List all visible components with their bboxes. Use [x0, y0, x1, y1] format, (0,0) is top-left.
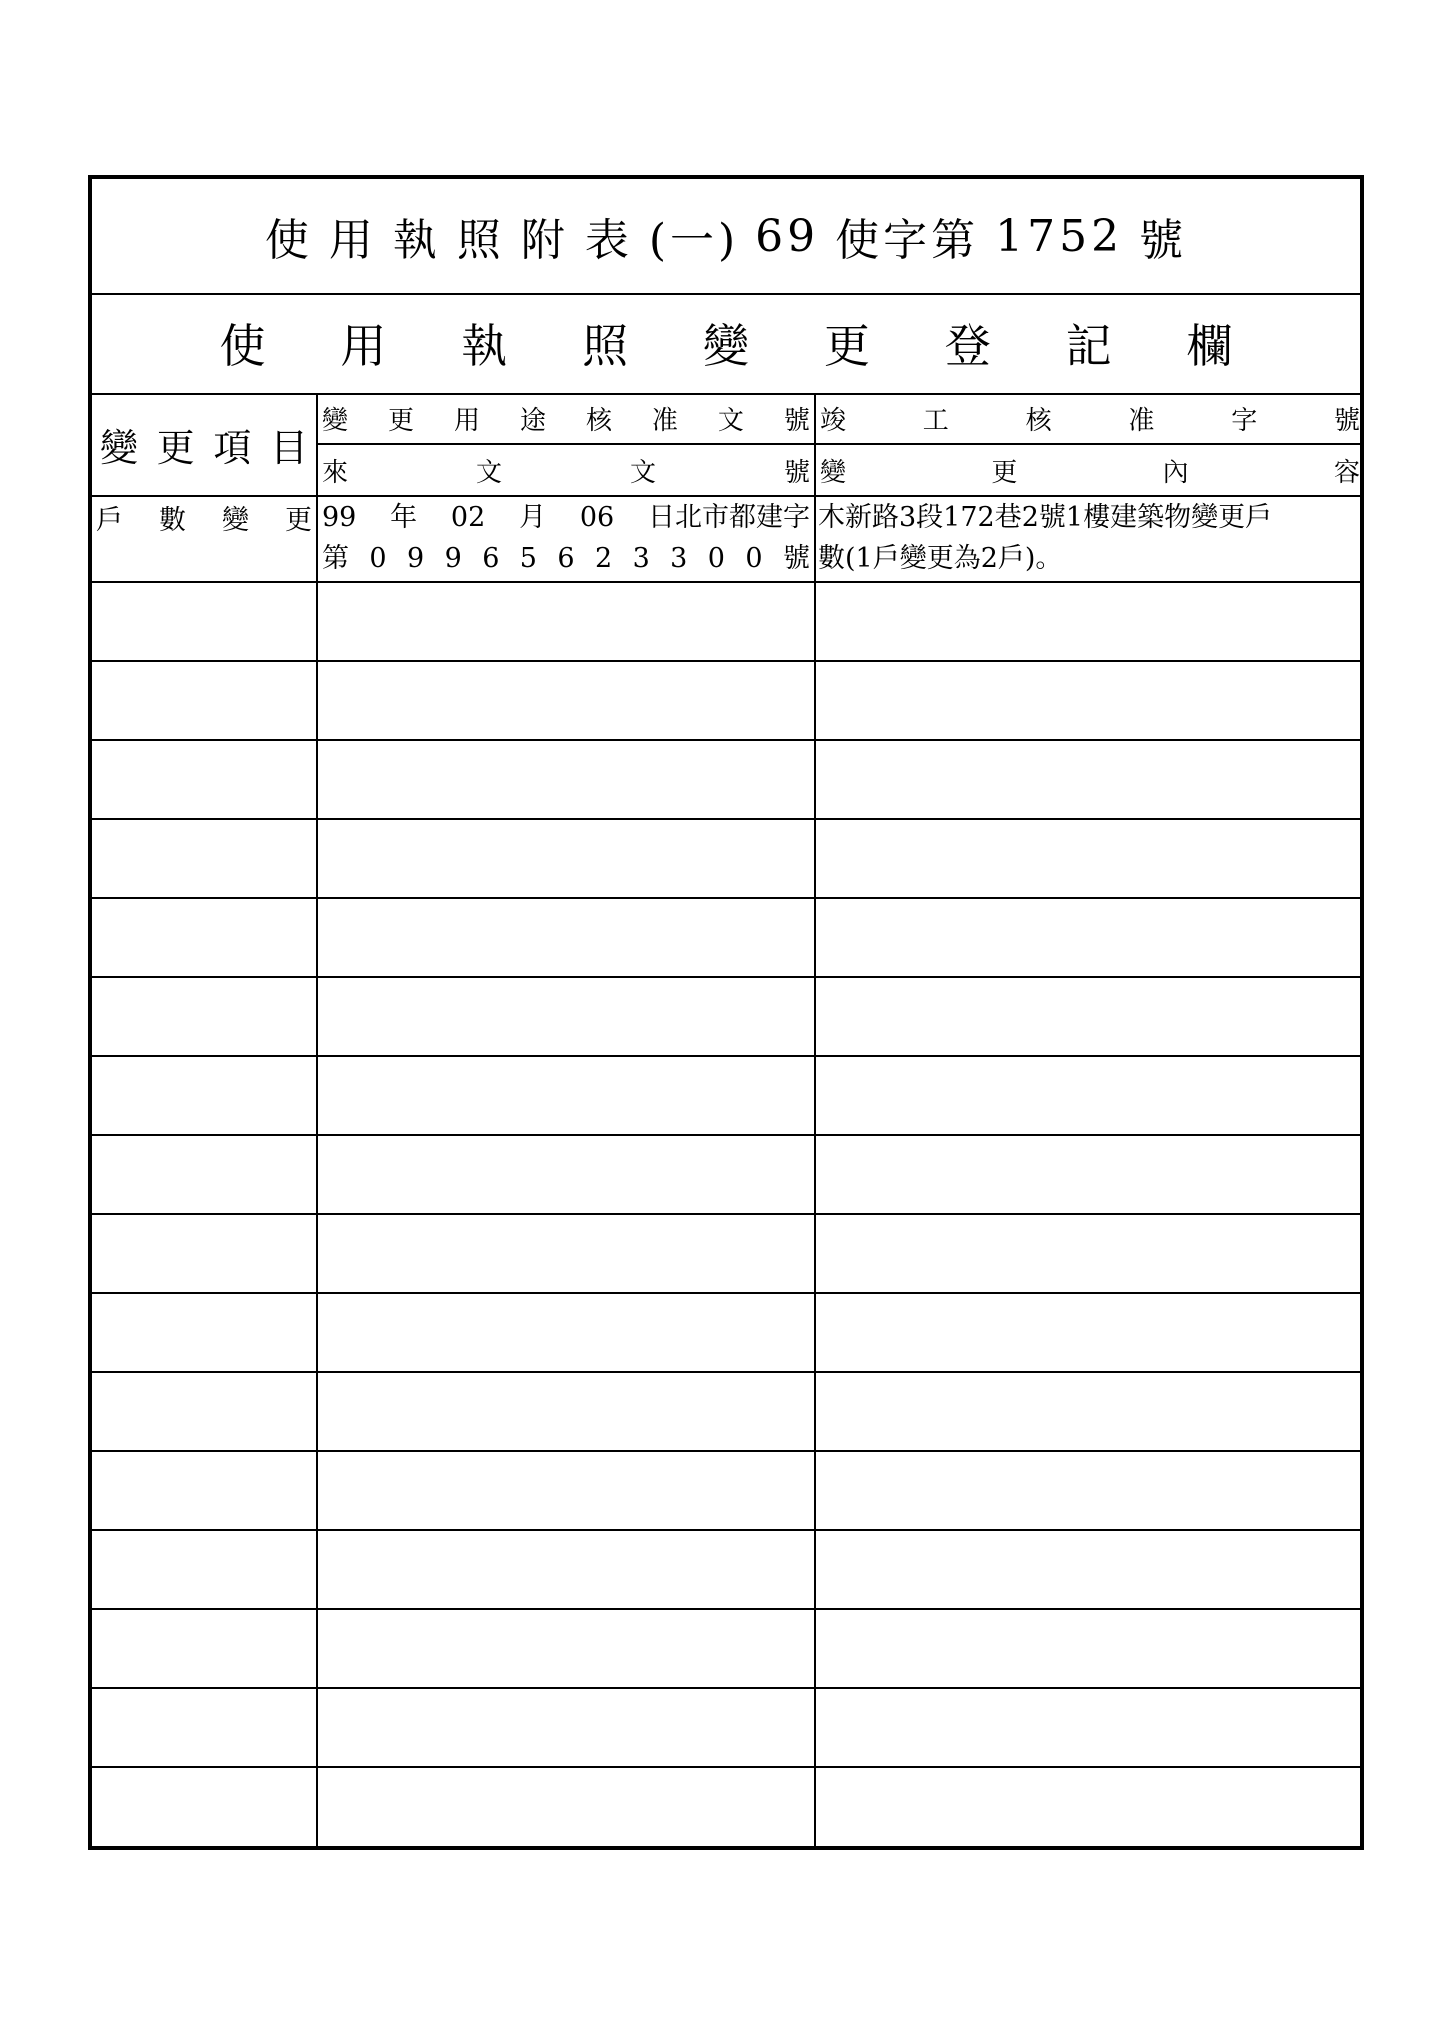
title-char: 表 [584, 215, 633, 266]
header-char: 號 [783, 457, 810, 488]
title-char: 使字第 [835, 215, 980, 266]
row-content-line2 [818, 538, 1364, 579]
table-row-divider [92, 739, 1360, 741]
header-change-item [92, 393, 316, 495]
row-item [92, 497, 316, 538]
row-doc-char: 日北市都建字 [647, 502, 810, 533]
row-content-line1 [818, 497, 1364, 538]
table-row-divider [92, 581, 1360, 583]
row-content-text: 數(1戶變更為2戶)。 [818, 543, 1063, 574]
title-char: 附 [520, 215, 569, 266]
row-doc-char: 號 [782, 543, 810, 574]
title-char: 執 [392, 215, 441, 266]
section-title-char: 照 [582, 319, 629, 373]
row-doc-char: 月 [519, 502, 547, 533]
title-char: (一) [648, 215, 740, 266]
section-title [92, 293, 1360, 393]
row-item-char: 數 [159, 505, 186, 536]
row-doc-char: 3 [670, 543, 688, 574]
header-char: 用 [453, 405, 480, 436]
header-char: 更 [387, 405, 414, 436]
form-title [92, 179, 1360, 293]
header-completion-no [816, 393, 1364, 443]
row-item-char: 戶 [96, 505, 123, 536]
row-item-char: 更 [285, 505, 312, 536]
header-char: 竣 [820, 405, 847, 436]
row-doc-char: 6 [482, 543, 500, 574]
header-char: 容 [1333, 457, 1360, 488]
table-row-divider [92, 1766, 1360, 1768]
row-doc-line1 [318, 497, 814, 538]
header-char: 准 [651, 405, 678, 436]
section-title-char: 欄 [1186, 319, 1233, 373]
header-char: 更 [991, 457, 1018, 488]
table-row-divider [92, 1055, 1360, 1057]
row-doc-char: 99 [322, 502, 357, 533]
section-title-char: 變 [702, 319, 749, 373]
row-doc-line2 [318, 538, 814, 579]
row-doc-char: 2 [594, 543, 613, 574]
header-char: 文 [629, 457, 656, 488]
title-char: 使 [264, 215, 313, 266]
section-title-char: 執 [461, 319, 508, 373]
row-doc-char: 9 [444, 543, 462, 574]
header-char: 核 [585, 405, 612, 436]
header-char: 核 [1025, 405, 1052, 436]
row-doc-char: 第 [322, 543, 349, 574]
table-row-divider [92, 1134, 1360, 1136]
row-content-text: 木新路3段172巷2號1樓建築物變更戶 [818, 502, 1273, 533]
column-divider [814, 393, 816, 1850]
header-char: 工 [922, 405, 949, 436]
header-char: 變 [322, 405, 349, 436]
row-doc-char: 9 [407, 543, 425, 574]
title-char: 照 [456, 215, 505, 266]
header-char: 號 [783, 405, 810, 436]
table-row-divider [92, 1213, 1360, 1215]
header-char: 變 [100, 425, 139, 470]
table-row-divider [92, 897, 1360, 899]
section-title-char: 記 [1065, 319, 1112, 373]
header-change-content [816, 445, 1364, 495]
header-char: 變 [820, 457, 847, 488]
table-row-divider [92, 660, 1360, 662]
table-row-divider [92, 1292, 1360, 1294]
row-doc-char: 02 [450, 502, 486, 533]
header-char: 目 [269, 425, 308, 470]
header-char: 字 [1231, 405, 1258, 436]
header-char: 途 [519, 405, 546, 436]
table-row-divider [92, 976, 1360, 978]
header-char: 文 [475, 457, 502, 488]
row-item-char: 變 [222, 505, 249, 536]
header-approval-doc-no [318, 393, 814, 443]
row-doc-char: 0 [745, 543, 763, 574]
row-doc-char: 6 [557, 543, 575, 574]
header-char: 來 [322, 457, 349, 488]
license-form [88, 175, 1364, 1850]
table-row-divider [92, 1371, 1360, 1373]
header-incoming-doc-no [318, 445, 814, 495]
row-doc-char: 0 [369, 543, 387, 574]
row-doc-char: 5 [519, 543, 537, 574]
header-char: 號 [1333, 405, 1360, 436]
header-char: 文 [717, 405, 744, 436]
section-title-char: 使 [219, 319, 266, 373]
header-char: 內 [1162, 457, 1189, 488]
title-char: 1752 [995, 210, 1124, 262]
table-row-divider [92, 1529, 1360, 1531]
table-row-divider [92, 1608, 1360, 1610]
section-title-char: 更 [823, 319, 870, 373]
title-char: 號 [1139, 215, 1188, 266]
section-title-char: 登 [944, 319, 991, 373]
column-divider [316, 393, 318, 1850]
row-doc-char: 年 [390, 502, 418, 533]
title-char: 用 [328, 215, 377, 266]
table-row-divider [92, 818, 1360, 820]
table-row-divider [92, 1687, 1360, 1689]
header-char: 准 [1128, 405, 1155, 436]
table-row-divider [92, 1450, 1360, 1452]
row-doc-char: 3 [632, 543, 650, 574]
header-char: 更 [156, 425, 195, 470]
row-doc-char: 0 [707, 543, 725, 574]
row-doc-char: 06 [579, 502, 615, 533]
section-title-char: 用 [340, 319, 387, 373]
header-char: 項 [213, 425, 252, 470]
title-char: 69 [755, 210, 820, 262]
